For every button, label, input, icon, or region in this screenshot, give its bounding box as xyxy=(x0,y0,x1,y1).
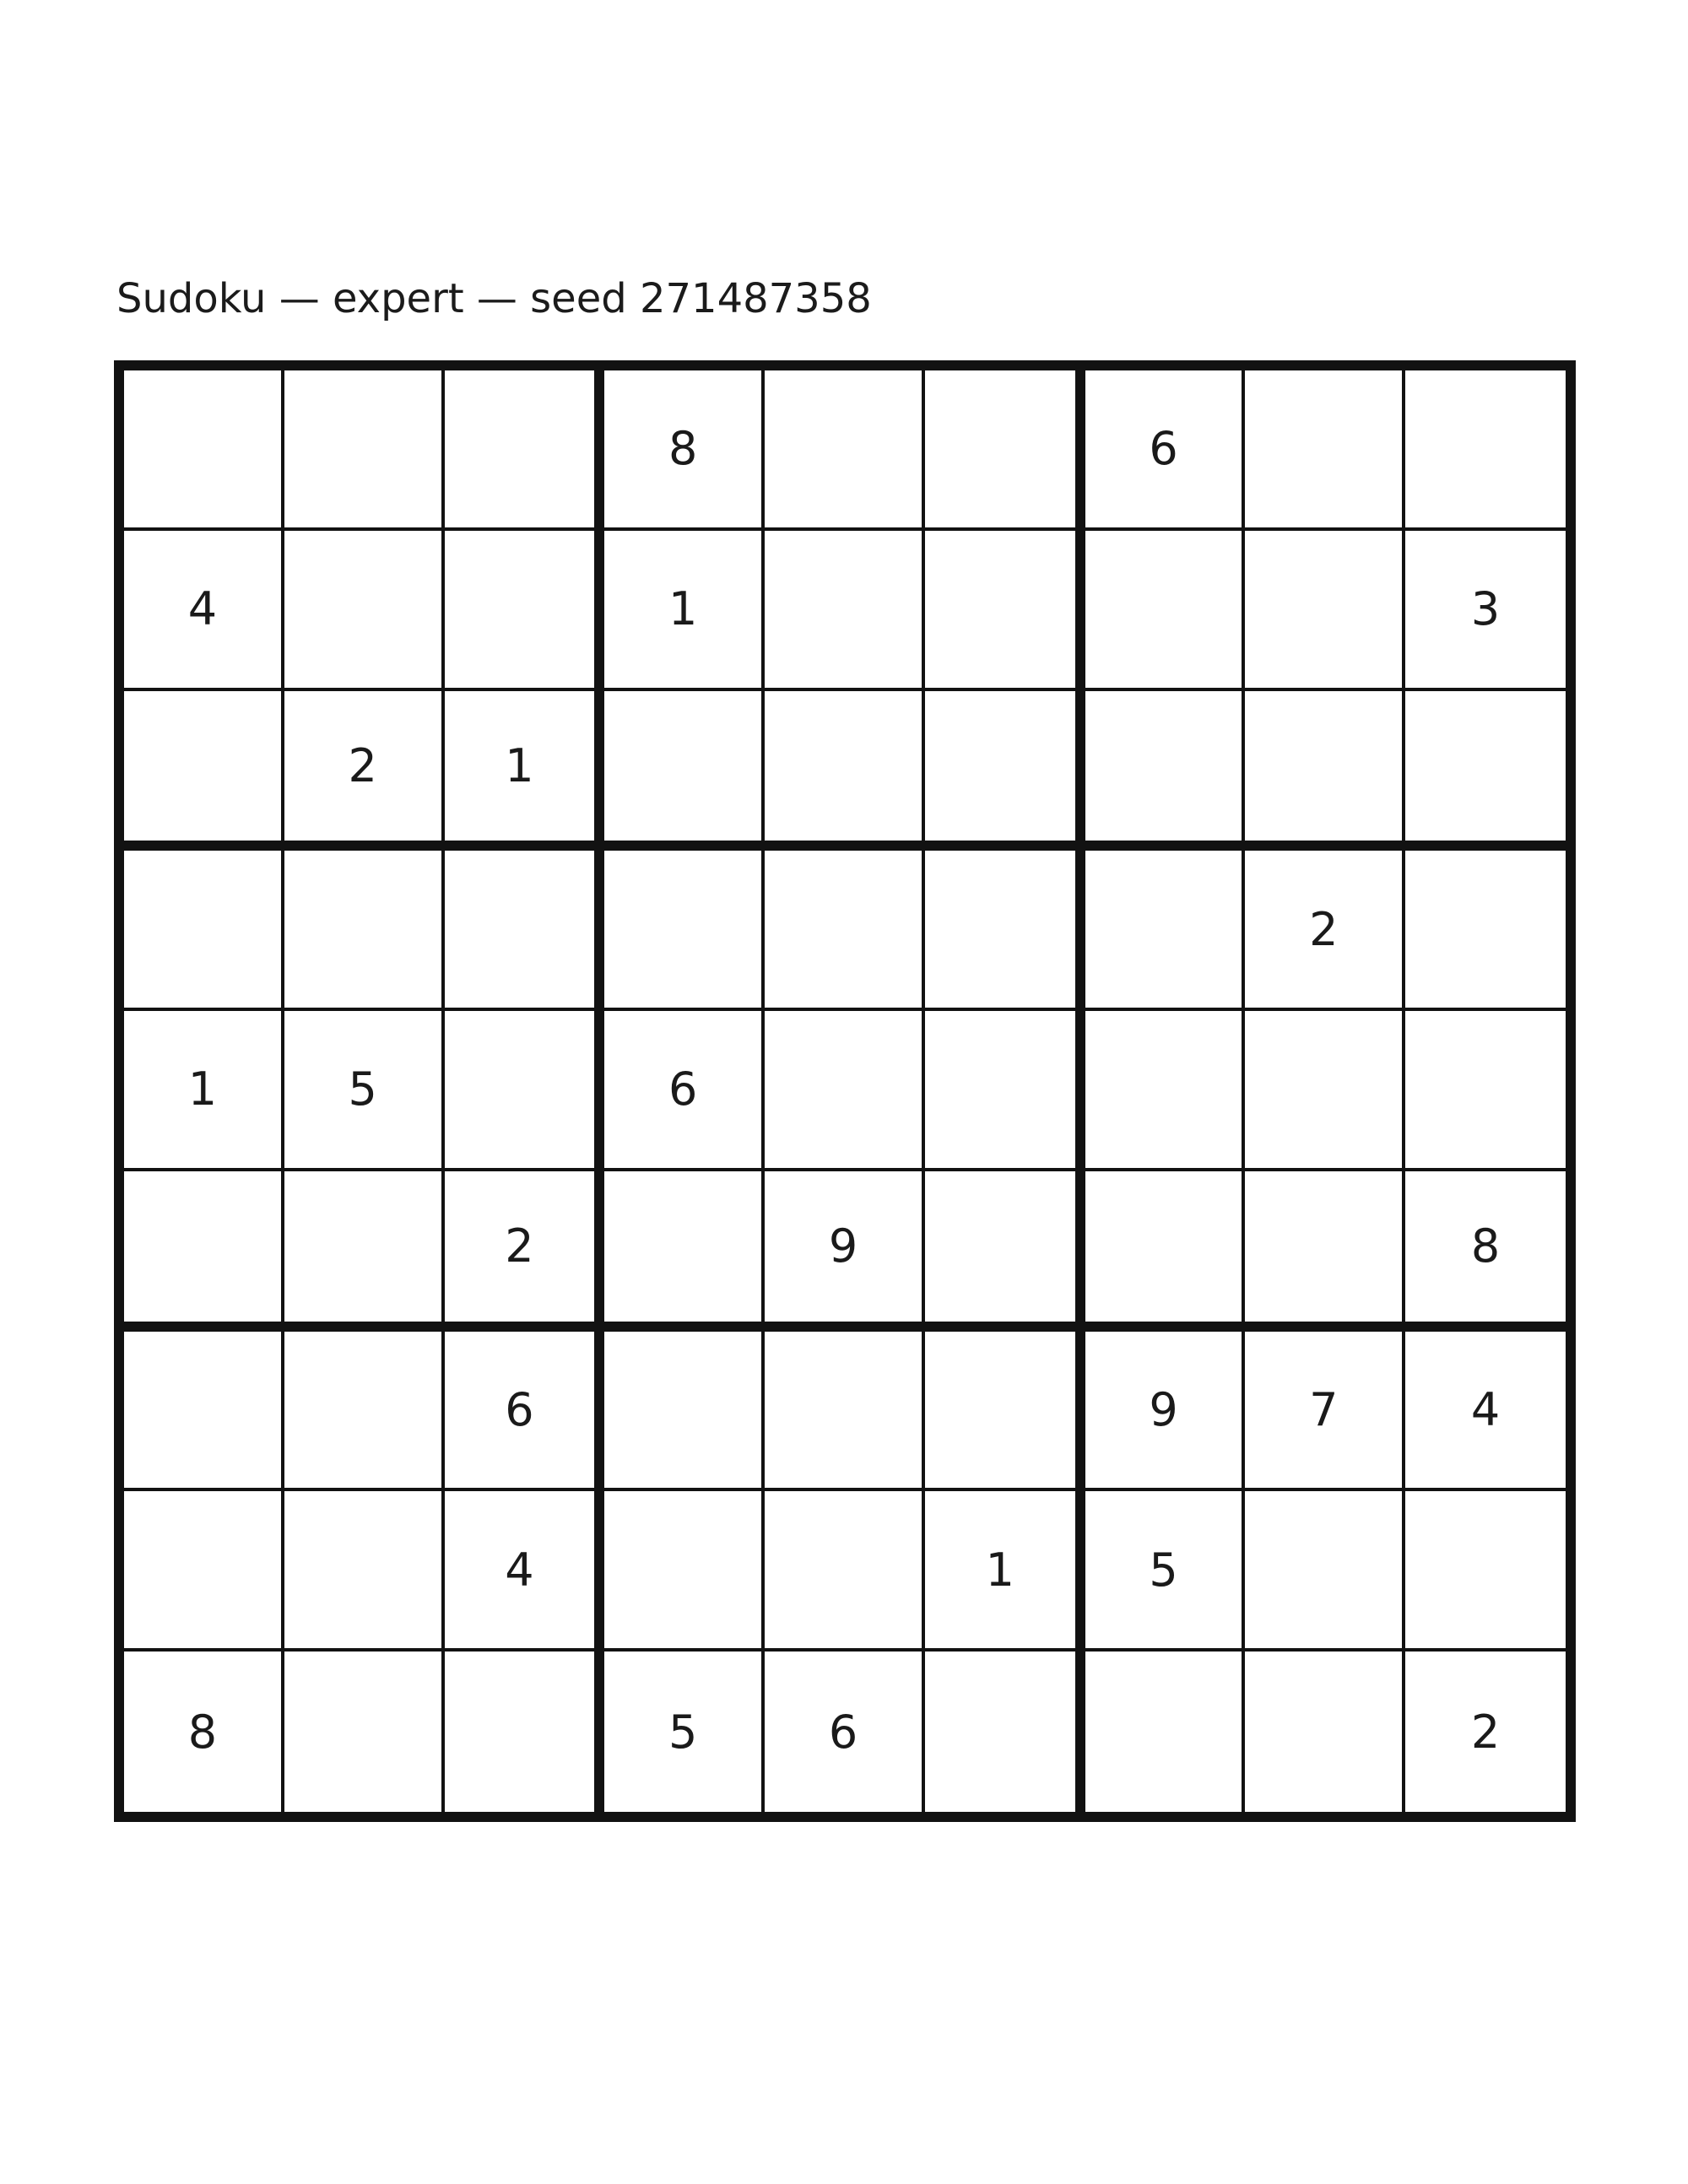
sudoku-cell-r3c4[interactable] xyxy=(604,691,765,851)
sudoku-cell-r5c3[interactable] xyxy=(445,1011,605,1171)
sudoku-cell-r4c6[interactable] xyxy=(925,851,1085,1011)
sudoku-cell-r6c6[interactable] xyxy=(925,1171,1085,1332)
sudoku-cell-r1c8[interactable] xyxy=(1245,370,1405,531)
sudoku-cell-r9c8[interactable] xyxy=(1245,1652,1405,1812)
sudoku-cell-r1c6[interactable] xyxy=(925,370,1085,531)
sudoku-cell-r6c2[interactable] xyxy=(284,1171,445,1332)
sudoku-cell-r9c7[interactable] xyxy=(1085,1652,1246,1812)
sudoku-cell-r8c5[interactable] xyxy=(765,1491,925,1652)
sudoku-cell-r8c2[interactable] xyxy=(284,1491,445,1652)
sudoku-cell-r7c9[interactable]: 4 xyxy=(1405,1332,1566,1492)
sudoku-cell-r8c8[interactable] xyxy=(1245,1491,1405,1652)
sudoku-cell-r9c3[interactable] xyxy=(445,1652,605,1812)
sudoku-cell-r1c4[interactable]: 8 xyxy=(604,370,765,531)
sudoku-cell-r7c2[interactable] xyxy=(284,1332,445,1492)
sudoku-cell-r6c3[interactable]: 2 xyxy=(445,1171,605,1332)
sudoku-cell-r9c9[interactable]: 2 xyxy=(1405,1652,1566,1812)
sudoku-cell-r2c9[interactable]: 3 xyxy=(1405,531,1566,691)
sudoku-cell-r1c9[interactable] xyxy=(1405,370,1566,531)
sudoku-cell-r6c4[interactable] xyxy=(604,1171,765,1332)
sudoku-cell-r2c5[interactable] xyxy=(765,531,925,691)
sudoku-cell-r9c2[interactable] xyxy=(284,1652,445,1812)
sudoku-cell-r6c9[interactable]: 8 xyxy=(1405,1171,1566,1332)
sudoku-cell-r5c4[interactable]: 6 xyxy=(604,1011,765,1171)
sudoku-cell-r3c3[interactable]: 1 xyxy=(445,691,605,851)
sudoku-cell-r6c5[interactable]: 9 xyxy=(765,1171,925,1332)
sudoku-cell-r5c7[interactable] xyxy=(1085,1011,1246,1171)
sudoku-cell-r9c6[interactable] xyxy=(925,1652,1085,1812)
sudoku-cell-r4c8[interactable]: 2 xyxy=(1245,851,1405,1011)
sudoku-cell-r2c8[interactable] xyxy=(1245,531,1405,691)
sudoku-cell-r2c3[interactable] xyxy=(445,531,605,691)
sudoku-cell-r5c8[interactable] xyxy=(1245,1011,1405,1171)
sudoku-cell-r2c7[interactable] xyxy=(1085,531,1246,691)
sudoku-cell-r1c3[interactable] xyxy=(445,370,605,531)
sudoku-cell-r4c5[interactable] xyxy=(765,851,925,1011)
sudoku-cell-r2c1[interactable]: 4 xyxy=(124,531,284,691)
sudoku-cell-r4c2[interactable] xyxy=(284,851,445,1011)
sudoku-cell-r8c1[interactable] xyxy=(124,1491,284,1652)
sudoku-cell-r9c5[interactable]: 6 xyxy=(765,1652,925,1812)
sudoku-cell-r7c4[interactable] xyxy=(604,1332,765,1492)
sudoku-cell-r2c6[interactable] xyxy=(925,531,1085,691)
sudoku-cell-r4c9[interactable] xyxy=(1405,851,1566,1011)
sudoku-board xyxy=(114,360,1576,1822)
sudoku-cell-r9c1[interactable]: 8 xyxy=(124,1652,284,1812)
sudoku-cell-r4c1[interactable] xyxy=(124,851,284,1011)
sudoku-cell-r5c1[interactable]: 1 xyxy=(124,1011,284,1171)
sudoku-cell-r5c9[interactable] xyxy=(1405,1011,1566,1171)
sudoku-cell-r5c5[interactable] xyxy=(765,1011,925,1171)
sudoku-cell-r5c6[interactable] xyxy=(925,1011,1085,1171)
puzzle-title: Sudoku — expert — seed 271487358 xyxy=(116,275,872,322)
sudoku-cell-r8c7[interactable]: 5 xyxy=(1085,1491,1246,1652)
sudoku-cell-r1c5[interactable] xyxy=(765,370,925,531)
sudoku-cell-r1c7[interactable]: 6 xyxy=(1085,370,1246,531)
sudoku-cell-r8c3[interactable]: 4 xyxy=(445,1491,605,1652)
sudoku-cell-r1c1[interactable] xyxy=(124,370,284,531)
sudoku-cell-r6c8[interactable] xyxy=(1245,1171,1405,1332)
sudoku-cell-r4c7[interactable] xyxy=(1085,851,1246,1011)
sudoku-cell-r3c1[interactable] xyxy=(124,691,284,851)
sudoku-cell-r6c1[interactable] xyxy=(124,1171,284,1332)
sudoku-cell-r4c4[interactable] xyxy=(604,851,765,1011)
sudoku-cell-r1c2[interactable] xyxy=(284,370,445,531)
sudoku-cell-r2c4[interactable]: 1 xyxy=(604,531,765,691)
sudoku-cell-r8c9[interactable] xyxy=(1405,1491,1566,1652)
sudoku-cell-r8c6[interactable]: 1 xyxy=(925,1491,1085,1652)
sudoku-cell-r7c1[interactable] xyxy=(124,1332,284,1492)
sudoku-cell-r6c7[interactable] xyxy=(1085,1171,1246,1332)
sudoku-cell-r4c3[interactable] xyxy=(445,851,605,1011)
sudoku-cell-r7c7[interactable]: 9 xyxy=(1085,1332,1246,1492)
sudoku-cell-r9c4[interactable]: 5 xyxy=(604,1652,765,1812)
sudoku-cell-r7c3[interactable]: 6 xyxy=(445,1332,605,1492)
sudoku-cell-r3c6[interactable] xyxy=(925,691,1085,851)
sudoku-cell-r3c2[interactable]: 2 xyxy=(284,691,445,851)
sudoku-cell-r7c6[interactable] xyxy=(925,1332,1085,1492)
sudoku-cell-r7c5[interactable] xyxy=(765,1332,925,1492)
sudoku-cell-r3c5[interactable] xyxy=(765,691,925,851)
sudoku-cell-r5c2[interactable]: 5 xyxy=(284,1011,445,1171)
sudoku-cell-r3c9[interactable] xyxy=(1405,691,1566,851)
sudoku-cell-r8c4[interactable] xyxy=(604,1491,765,1652)
sudoku-cell-r3c7[interactable] xyxy=(1085,691,1246,851)
sudoku-cell-r3c8[interactable] xyxy=(1245,691,1405,851)
sudoku-cell-r2c2[interactable] xyxy=(284,531,445,691)
sudoku-cell-r7c8[interactable]: 7 xyxy=(1245,1332,1405,1492)
